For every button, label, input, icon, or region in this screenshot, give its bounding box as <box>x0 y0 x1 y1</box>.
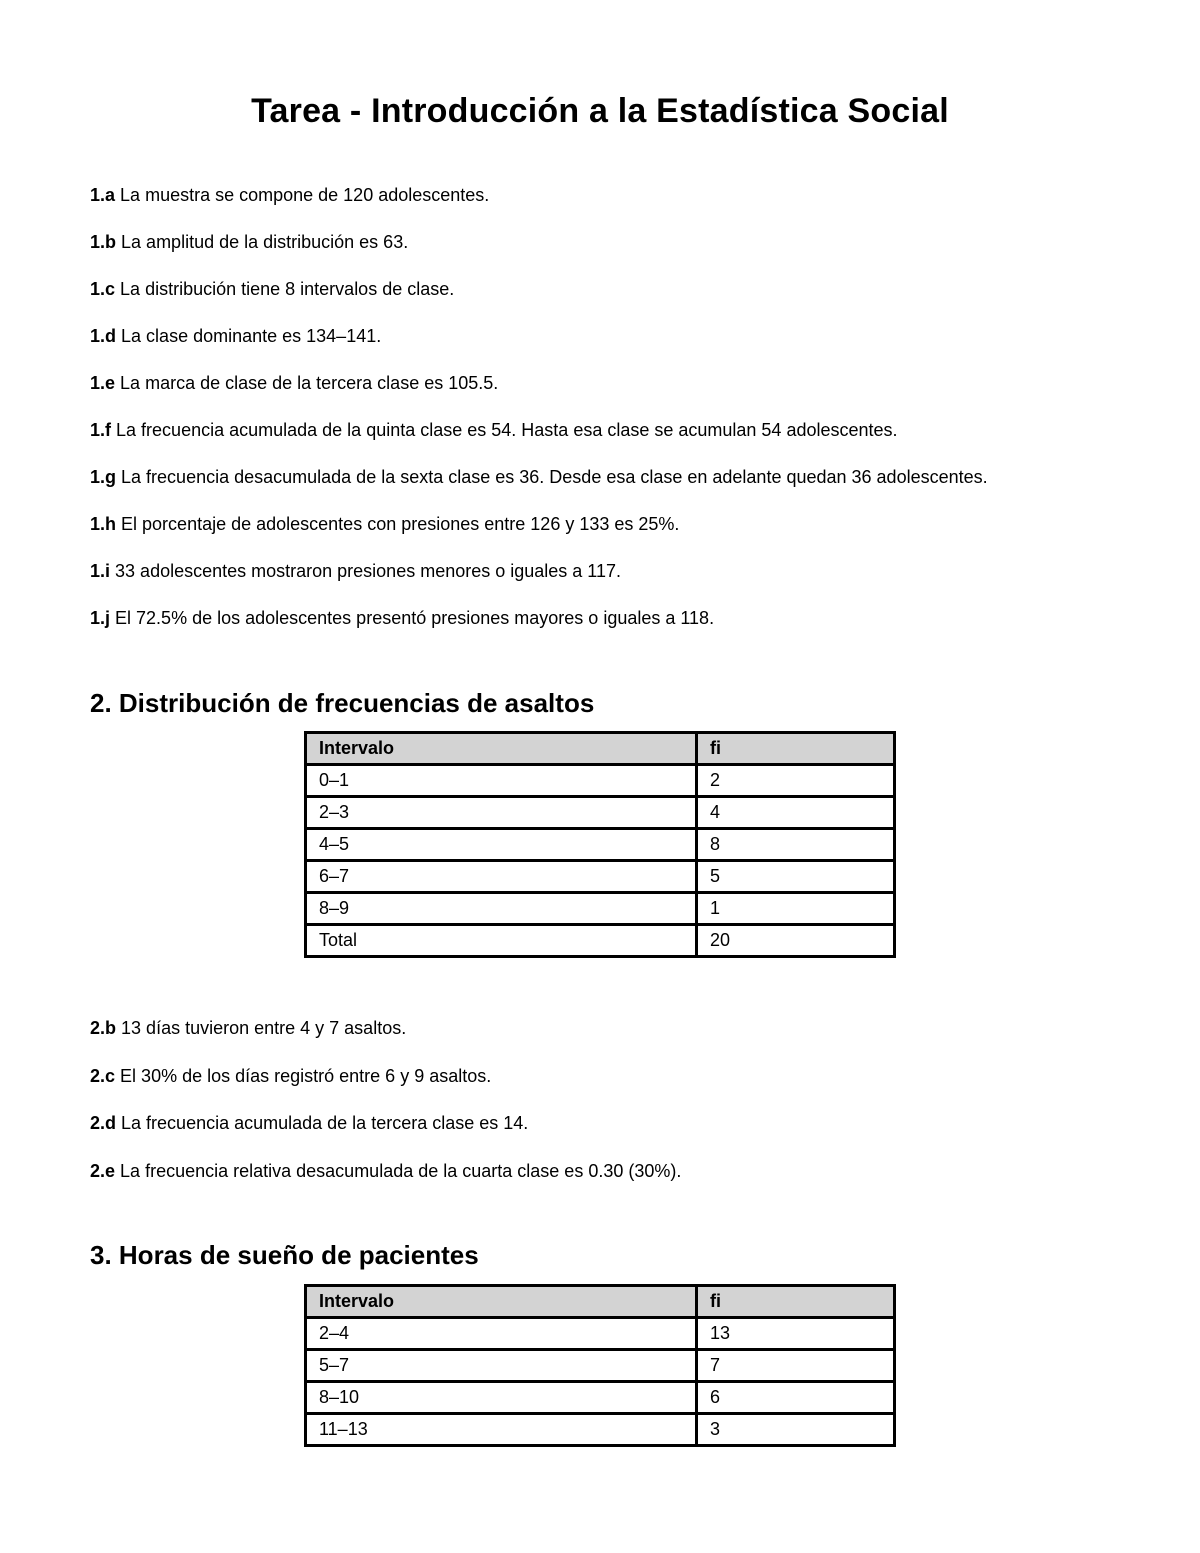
frequency-cell: 4 <box>697 797 895 829</box>
answer-item <box>90 462 1150 509</box>
table-header-row <box>306 1286 895 1318</box>
answer-text: 13 días tuvieron entre 4 y 7 asaltos. <box>121 1018 407 1038</box>
answer-key: 2.e <box>90 1160 116 1181</box>
answer-key: 2.b <box>90 1018 117 1038</box>
interval-cell: 5–7 <box>306 1350 697 1382</box>
answer-key: 1.d <box>90 326 117 346</box>
answer-item <box>90 227 1150 274</box>
answer-key: 1.e <box>90 373 116 393</box>
answer-text: El porcentaje de adolescentes con presiones entre 126 y 133 es 25%. <box>121 514 680 534</box>
section3-heading: 3. Horas de sueño de pacientes <box>90 1240 479 1270</box>
table-row-total <box>306 925 895 957</box>
table-row <box>306 1382 895 1414</box>
answer-text: La frecuencia relativa desacumulada de la cuarta clase es 0.30 (30%). <box>120 1160 682 1181</box>
answer-text: La marca de clase de la tercera clase es 105.5. <box>120 373 499 393</box>
interval-cell: 8–10 <box>306 1382 697 1414</box>
answer-key: 1.c <box>90 279 116 299</box>
frequency-cell: 13 <box>697 1318 895 1350</box>
answer-item <box>90 368 1150 415</box>
table-row <box>306 1414 895 1446</box>
answer-item <box>90 274 1150 321</box>
frequency-cell: 8 <box>697 829 895 861</box>
section1-answer-list <box>90 180 1150 650</box>
answer-key: 1.j <box>90 608 111 628</box>
sleep-hours-frequency-table <box>304 1284 896 1447</box>
answer-key: 1.i <box>90 561 111 581</box>
answer-item <box>90 1061 1150 1109</box>
answer-text: La amplitud de la distribución es 63. <box>121 232 409 252</box>
answer-item <box>90 180 1150 227</box>
frequency-cell: 3 <box>697 1414 895 1446</box>
answer-text: El 72.5% de los adolescentes presentó presiones mayores o iguales a 118. <box>115 608 715 628</box>
section2-answer-list <box>90 1013 1150 1203</box>
answer-text: La clase dominante es 134–141. <box>121 326 382 346</box>
answer-text: La frecuencia desacumulada de la sexta clase es 36. Desde esa clase en adelante quedan 36 adolescentes. <box>121 467 988 487</box>
assaults-frequency-table <box>304 731 896 958</box>
column-header-frequency: fi <box>697 1286 895 1318</box>
column-header-frequency: fi <box>697 733 895 765</box>
column-header-interval: Intervalo <box>306 1286 697 1318</box>
table-row <box>306 861 895 893</box>
answer-text: La muestra se compone de 120 adolescentes. <box>120 185 490 205</box>
interval-cell: 2–4 <box>306 1318 697 1350</box>
answer-text: La frecuencia acumulada de la tercera clase es 14. <box>121 1113 529 1133</box>
document-title: Tarea - Introducción a la Estadística Social <box>251 92 949 130</box>
answer-key: 1.a <box>90 185 116 205</box>
answer-item <box>90 321 1150 368</box>
table-header-row <box>306 733 895 765</box>
interval-cell: 6–7 <box>306 861 697 893</box>
answer-item <box>90 1108 1150 1156</box>
answer-item <box>90 1156 1150 1204</box>
answer-text: La distribución tiene 8 intervalos de clase. <box>120 279 455 299</box>
table-row <box>306 1318 895 1350</box>
frequency-cell: 20 <box>697 925 895 957</box>
column-header-interval: Intervalo <box>306 733 697 765</box>
frequency-cell: 5 <box>697 861 895 893</box>
answer-text: La frecuencia acumulada de la quinta clase es 54. Hasta esa clase se acumulan 54 adolescentes. <box>116 420 898 440</box>
answer-key: 1.b <box>90 232 117 252</box>
table-row <box>306 829 895 861</box>
interval-cell: 2–3 <box>306 797 697 829</box>
answer-item <box>90 556 1150 603</box>
interval-cell: 0–1 <box>306 765 697 797</box>
interval-cell: 4–5 <box>306 829 697 861</box>
answer-item <box>90 1013 1150 1061</box>
answer-key: 1.h <box>90 514 117 534</box>
answer-item <box>90 415 1150 462</box>
frequency-cell: 1 <box>697 893 895 925</box>
answer-key: 1.f <box>90 420 112 440</box>
answer-key: 2.c <box>90 1065 116 1086</box>
interval-cell: 8–9 <box>306 893 697 925</box>
answer-key: 1.g <box>90 467 117 487</box>
answer-text: El 30% de los días registró entre 6 y 9 asaltos. <box>120 1065 492 1086</box>
frequency-cell: 7 <box>697 1350 895 1382</box>
answer-key: 2.d <box>90 1113 117 1133</box>
table-row <box>306 797 895 829</box>
interval-cell: Total <box>306 925 697 957</box>
table-row <box>306 765 895 797</box>
answer-text: 33 adolescentes mostraron presiones menores o iguales a 117. <box>115 561 621 581</box>
section2-heading: 2. Distribución de frecuencias de asaltos <box>90 688 595 718</box>
table-row <box>306 1350 895 1382</box>
interval-cell: 11–13 <box>306 1414 697 1446</box>
answer-item <box>90 509 1150 556</box>
frequency-cell: 2 <box>697 765 895 797</box>
frequency-cell: 6 <box>697 1382 895 1414</box>
answer-item <box>90 603 1150 650</box>
table-row <box>306 893 895 925</box>
